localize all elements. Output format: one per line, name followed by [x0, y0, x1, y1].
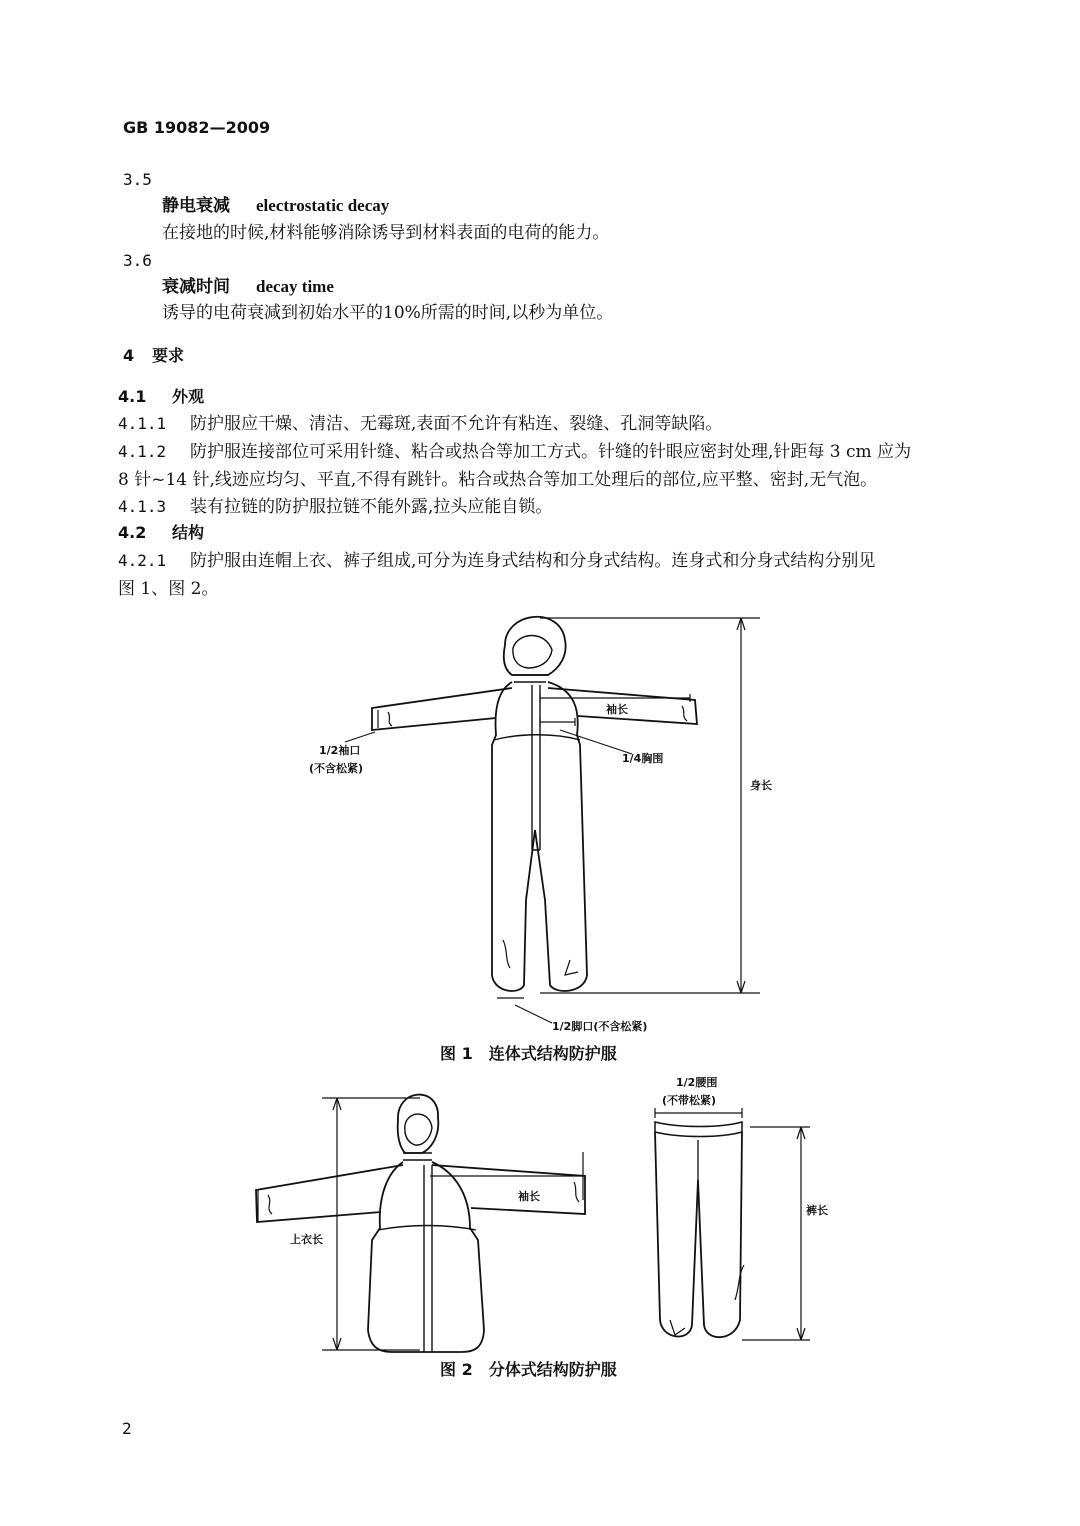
- fig2-waistband: [655, 1122, 742, 1137]
- clause-4-1-2-number: 4.1.2: [118, 442, 167, 461]
- section-4-2-number: 4.2: [118, 523, 147, 542]
- definition-3-6: 诱导的电荷衰减到初始水平的10%所需的时间,以秒为单位。: [162, 303, 614, 323]
- clause-4-1-3-number: 4.1.3: [118, 497, 167, 516]
- fig2-pants-length-label: 裤长: [806, 1204, 828, 1217]
- fig1-sleeve-label: 袖长: [606, 703, 628, 716]
- fig1-foot-label: 1/2脚口(不含松紧): [552, 1020, 648, 1033]
- term-3-5-english: electrostatic decay: [256, 196, 390, 215]
- section-4-1-number: 4.1: [118, 387, 147, 406]
- fig1-chest-label: 1/4胸围: [622, 752, 664, 765]
- clause-4-2-1-text-line2: 图 1、图 2。: [118, 579, 219, 599]
- fig1-cuff-label-line1: 1/2袖口: [319, 744, 361, 757]
- fig2-waist-label-line2: (不带松紧): [662, 1094, 717, 1107]
- fig2-waist-label-line1: 1/2腰围: [676, 1076, 718, 1089]
- clause-4-1-2-text-line1: 防护服连接部位可采用针缝、粘合或热合等加工方式。针缝的针眼应密封处理,针距每 3 cm 应为: [190, 442, 912, 462]
- section-4-2-title: 结构: [172, 523, 205, 542]
- fig1-body-length-label: 身长: [750, 779, 772, 792]
- term-3-6-english: decay time: [256, 277, 334, 296]
- term-3-5-chinese: 静电衰减: [162, 196, 230, 216]
- clause-4-2-1-text-line1: 防护服由连帽上衣、裤子组成,可分为连身式结构和分身式结构。连身式和分身式结构分别见: [190, 551, 876, 571]
- term-3-6-chinese: 衰减时间: [162, 277, 230, 297]
- figure-2-caption: 图 2 分体式结构防护服: [440, 1360, 617, 1379]
- standard-code: GB 19082—2009: [123, 118, 271, 137]
- fig2-sleeve-label: 袖长: [518, 1190, 540, 1203]
- section-4-number: 4: [123, 346, 135, 365]
- clause-4-1-2-text-line2: 8 针~14 针,线迹应均匀、平直,不得有跳针。粘合或热合等加工处理后的部位,应平整、密封,无气泡。: [118, 470, 878, 490]
- clause-4-1-1-text: 防护服应干燥、清洁、无霉斑,表面不允许有粘连、裂缝、孔洞等缺陷。: [190, 414, 723, 434]
- section-3-5-number: 3.5: [123, 170, 152, 189]
- clause-4-1-3-text: 装有拉链的防护服拉链不能外露,拉头应能自锁。: [190, 497, 553, 517]
- section-4-1-title: 外观: [172, 387, 205, 406]
- definition-3-5: 在接地的时候,材料能够消除诱导到材料表面的电荷的能力。: [162, 223, 610, 243]
- clause-4-1-1-number: 4.1.1: [118, 414, 167, 433]
- fig1-cuff-label-line2: (不含松紧): [309, 762, 364, 775]
- fig2-top-length-label: 上衣长: [290, 1233, 323, 1246]
- section-4-title: 要求: [152, 346, 185, 365]
- clause-4-2-1-number: 4.2.1: [118, 551, 167, 570]
- section-3-6-number: 3.6: [123, 251, 152, 270]
- page-number: 2: [122, 1419, 132, 1438]
- figure-1-caption: 图 1 连体式结构防护服: [440, 1044, 617, 1063]
